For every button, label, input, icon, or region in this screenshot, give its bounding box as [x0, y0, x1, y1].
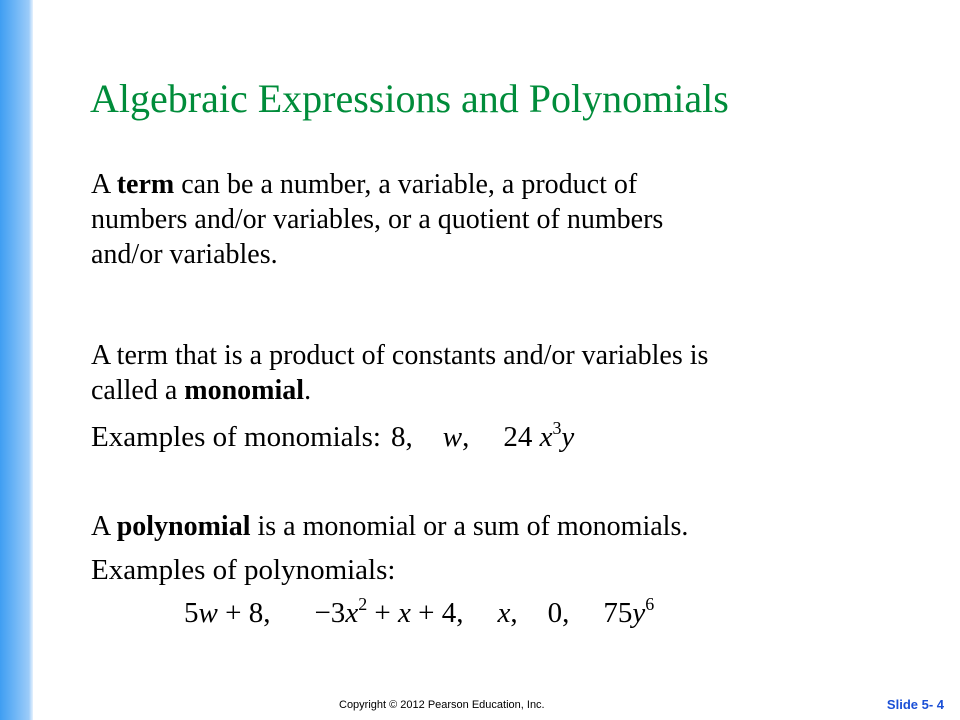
monomial-examples-label: Examples of monomials:: [91, 421, 381, 453]
monomial-example-w: [443, 420, 470, 455]
monomial-example-24x3y: [503, 417, 575, 455]
polynomial-examples-label: Examples of polynomials:: [91, 554, 396, 586]
monomial-example-w-var: w: [442, 421, 463, 453]
term-line2: numbers and/or variables, or a quotient of numbers: [91, 204, 664, 235]
poly-ex1-num: 5: [184, 597, 199, 629]
monomial-line1: A term that is a product of constants and/or variables is: [91, 340, 709, 371]
poly-ex2-rest: + 4,: [410, 597, 464, 629]
polynomial-definition: [91, 509, 688, 544]
poly-ex3-var: x: [497, 597, 511, 629]
monomial-definition: [91, 338, 708, 408]
monomial-line2-prefix: called a: [91, 375, 185, 406]
polynomial-suffix: is a monomial or a sum of monomials.: [250, 511, 689, 542]
term-line1-rest: can be a number, a variable, a product of: [174, 169, 638, 200]
polynomial-keyword: polynomial: [116, 511, 251, 542]
monomial-examples: [91, 417, 575, 455]
monomial-line2-suffix: .: [304, 375, 312, 406]
poly-ex2-sign: −3: [314, 597, 346, 629]
poly-ex1-rest: + 8,: [217, 597, 271, 629]
poly-ex2-var2: x: [398, 597, 411, 629]
poly-ex5-exponent: 6: [645, 593, 655, 614]
monomial-example-coef: 24: [503, 421, 540, 453]
polynomial-examples-row: [184, 593, 655, 631]
monomial-example-y: y: [561, 421, 575, 453]
term-keyword: term: [116, 169, 175, 200]
polynomial-prefix: A: [91, 511, 117, 542]
monomial-example-8: 8,: [390, 421, 413, 453]
polynomial-example-75y6: [603, 593, 655, 631]
left-accent-bar: [0, 0, 33, 720]
slide-title: Algebraic Expressions and Polynomials: [90, 76, 729, 121]
polynomial-example-x: [498, 596, 518, 631]
polynomial-example-neg3x2: [314, 593, 464, 631]
monomial-example-exponent: 3: [552, 417, 562, 438]
term-line3: and/or variables.: [91, 239, 278, 270]
monomial-example-x: x: [539, 421, 553, 453]
poly-ex5-var: y: [632, 597, 646, 629]
poly-ex2-exponent: 2: [358, 593, 368, 614]
term-prefix: A: [91, 169, 117, 200]
poly-ex5-coef: 75: [603, 597, 633, 629]
slide-number: Slide 5- 4: [886, 697, 944, 712]
poly-ex3-comma: ,: [510, 597, 518, 629]
polynomial-example-5w-plus-8: [184, 596, 270, 631]
term-definition: [91, 167, 663, 272]
poly-ex2-mid: +: [367, 597, 399, 629]
polynomial-example-0: 0,: [547, 597, 570, 629]
monomial-keyword: monomial: [184, 375, 305, 406]
monomial-example-w-comma: ,: [462, 421, 470, 453]
poly-ex1-var: w: [198, 597, 218, 629]
poly-ex2-var: x: [345, 597, 359, 629]
copyright-notice: Copyright © 2012 Pearson Education, Inc.: [339, 699, 545, 711]
